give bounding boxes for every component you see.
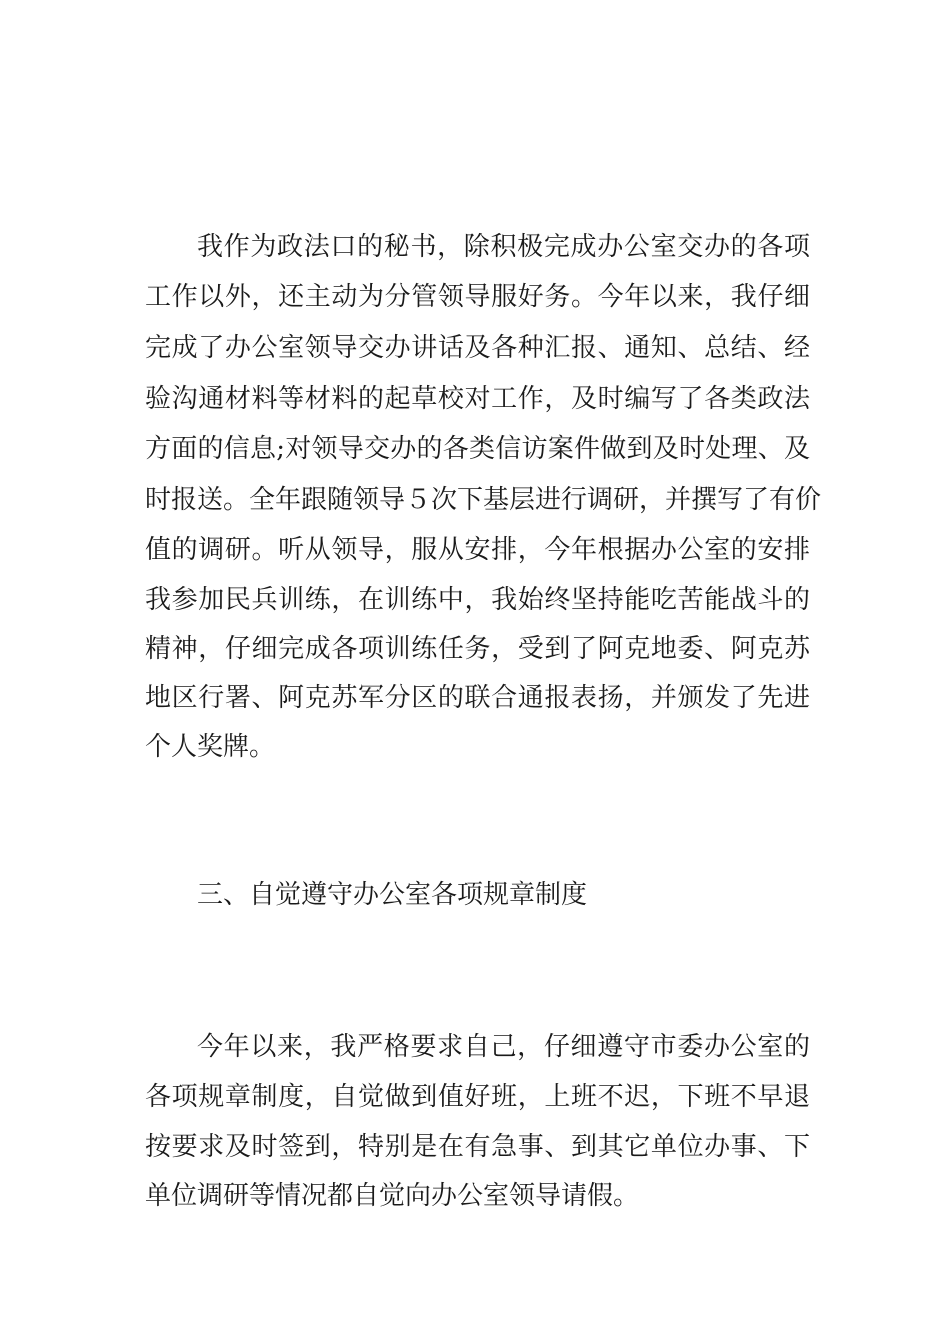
paragraph-2-line: 按要求及时签到，特别是在有急事、到其它单位办事、下 bbox=[145, 1132, 810, 1162]
section-3-heading: 三、自觉遵守办公室各项规章制度 bbox=[197, 880, 588, 910]
paragraph-2-line: 今年以来，我严格要求自己，仔细遵守市委办公室的 bbox=[197, 1032, 810, 1062]
paragraph-1-line: 验沟通材料等材料的起草校对工作，及时编写了各类政法 bbox=[145, 384, 810, 414]
paragraph-1-line: 个人奖牌。 bbox=[145, 732, 276, 762]
paragraph-1-line: 方面的信息;对领导交办的各类信访案件做到及时处理、及 bbox=[145, 434, 810, 464]
paragraph-1-line: 我作为政法口的秘书，除积极完成办公室交办的各项 bbox=[197, 232, 810, 262]
paragraph-1-line: 我参加民兵训练，在训练中，我始终坚持能吃苦能战斗的 bbox=[145, 585, 810, 615]
paragraph-1-line: 完成了办公室领导交办讲话及各种汇报、通知、总结、经 bbox=[145, 333, 810, 363]
paragraph-1-line: 值的调研。听从领导，服从安排，今年根据办公室的安排 bbox=[145, 535, 810, 565]
paragraph-1-line: 时报送。全年跟随领导５次下基层进行调研，并撰写了有价 bbox=[145, 485, 822, 515]
paragraph-1-line: 工作以外，还主动为分管领导服好务。今年以来，我仔细 bbox=[145, 282, 810, 312]
paragraph-2-line: 单位调研等情况都自觉向办公室领导请假。 bbox=[145, 1181, 640, 1211]
paragraph-1-line: 地区行署、阿克苏军分区的联合通报表扬，并颁发了先进 bbox=[145, 683, 810, 713]
paragraph-2-line: 各项规章制度，自觉做到值好班，上班不迟，下班不早退 bbox=[145, 1082, 810, 1112]
paragraph-1-line: 精神，仔细完成各项训练任务，受到了阿克地委、阿克苏 bbox=[145, 634, 810, 664]
